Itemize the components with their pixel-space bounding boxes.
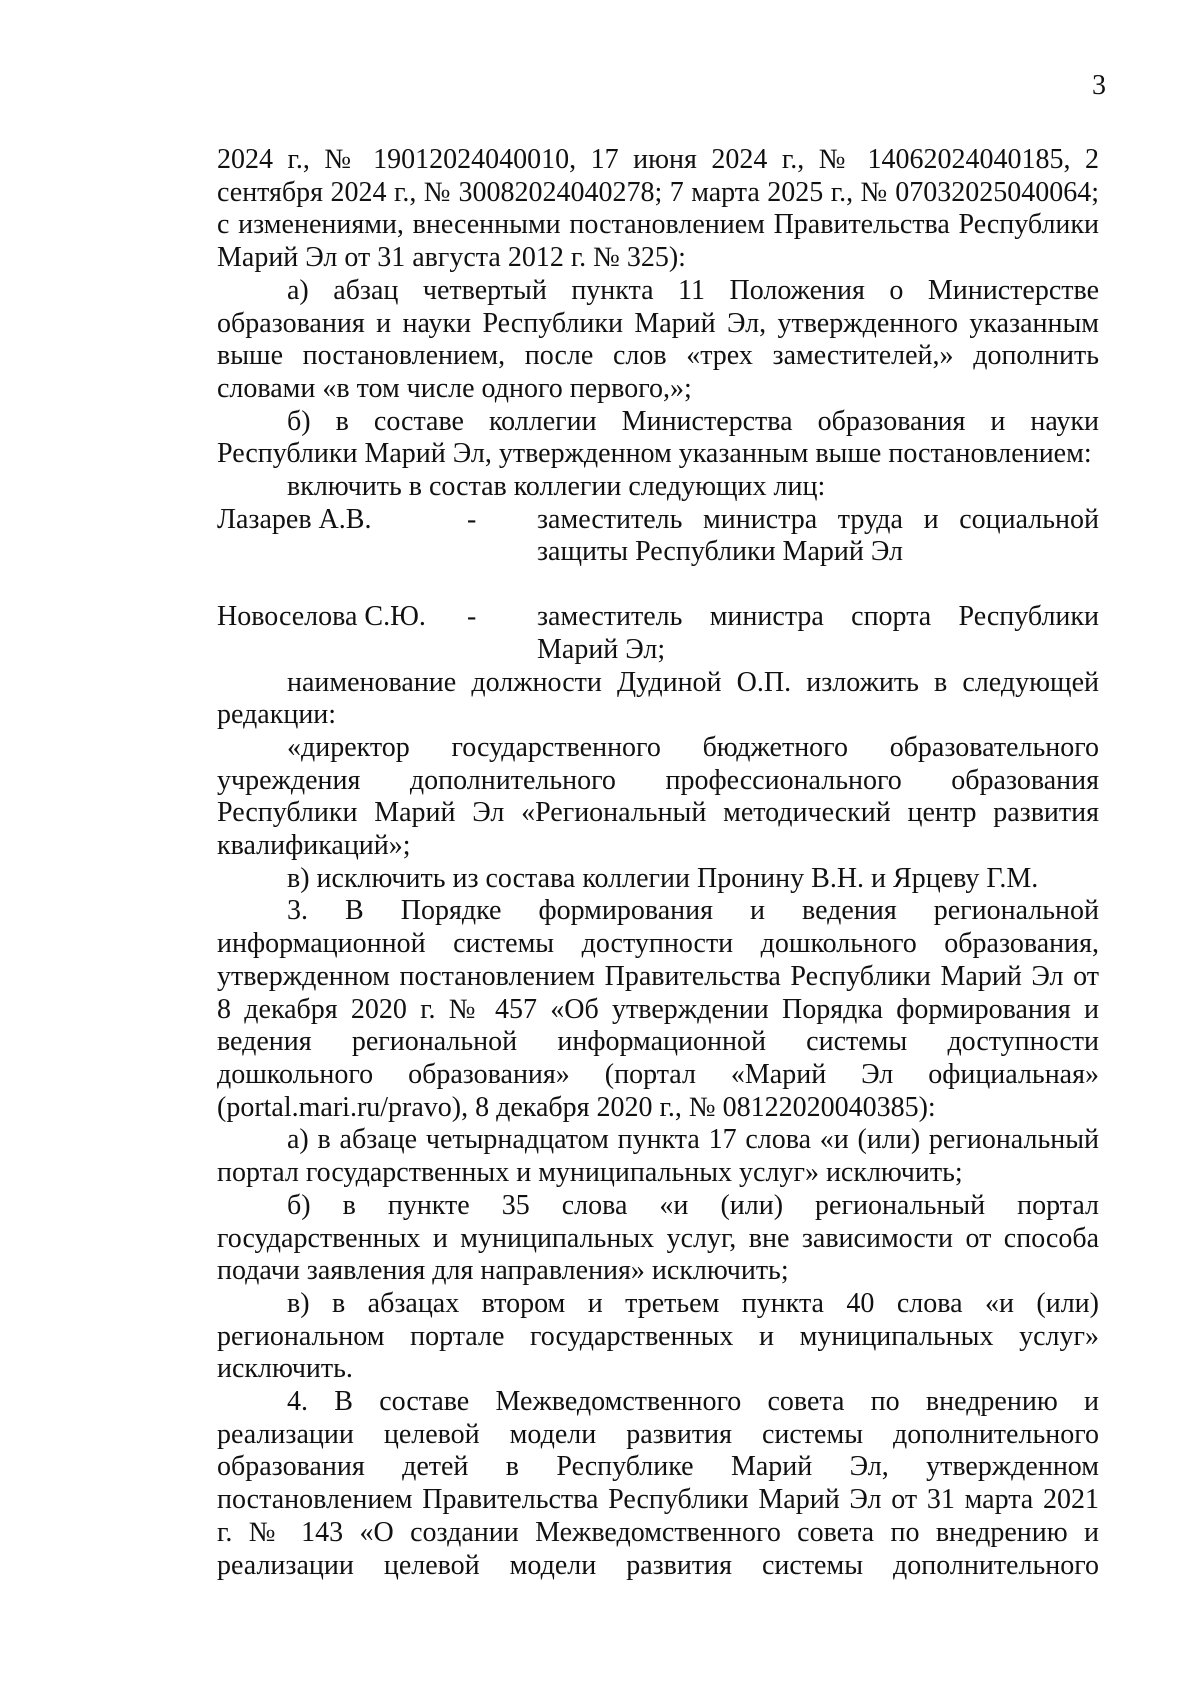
member-position: заместитель министра спорта Республики Марий Эл; <box>537 601 1099 665</box>
member-row <box>217 601 1099 666</box>
paragraph-section-3-v: в) в абзацах втором и третьем пункта 40 слова «и (или) региональном портале государственных и муниципальных услуг» исключить. <box>217 1287 1099 1385</box>
member-dash: - <box>467 503 477 535</box>
paragraph-include-members: включить в состав коллегии следующих лиц: <box>287 471 826 503</box>
paragraph-position-title: «директор государственного бюджетного образовательного учреждения дополнительного профессионального образования Республики Марий Эл «Региональный методический центр развития квалификаций»; <box>217 731 1099 862</box>
page-number: 3 <box>1092 70 1106 101</box>
member-row <box>217 504 1099 569</box>
spacer <box>217 569 1099 601</box>
paragraph-item-b: б) в составе коллегии Министерства образования и науки Республики Марий Эл, утвержденном указанным выше постановлением: <box>217 405 1099 470</box>
paragraph-section-3-b: б) в пункте 35 слова «и (или) региональный портал государственных и муниципальных услуг, вне зависимости от способа подачи заявления для направления» исключить; <box>217 1189 1099 1287</box>
paragraph-section-4: 4. В составе Межведомственного совета по внедрению и реализации целевой модели развития системы дополнительного образования детей в Республике Марий Эл, утвержденном постановлением Правительства Республики Марий Эл от 31 марта 2021 г. № 143 «О создании Межведомственного совета по внедрению и реализации целевой модели развития системы дополнительного <box>217 1386 1099 1581</box>
document-body <box>217 144 1099 1582</box>
paragraph-section-3-a: а) в абзаце четырнадцатом пункта 17 слова «и (или) региональный портал государственных и муниципальных услуг» исключить; <box>217 1124 1099 1189</box>
paragraph-item-a: а) абзац четвертый пункта 11 Положения о Министерстве образования и науки Республики Марий Эл, утвержденного указанным выше постановлением, после слов «трех заместителей,» дополнить словами «в том числе одного первого,»; <box>217 274 1099 404</box>
member-position: заместитель министра труда и социальной защиты Республики Марий Эл <box>537 503 1099 568</box>
paragraph-rename-position: наименование должности Дудиной О.П. изложить в следующей редакции: <box>217 666 1099 731</box>
member-dash: - <box>467 601 477 633</box>
member-name: Новоселова С.Ю. <box>217 601 426 633</box>
paragraph-section-3: 3. В Порядке формирования и ведения региональной информационной системы доступности дошкольного образования, утвержденном постановлением Правительства Республики Марий Эл от 8 декабря 2020 г. № 457 «Об утверждении Порядка формирования и ведения региональной информационной системы доступности дошкольного образования» (портал «Марий Эл официальная» (portal.mari.ru/pravo), 8 декабря 2020 г., № 08122020040385): <box>217 895 1099 1123</box>
paragraph-continuation: 2024 г., № 19012024040010, 17 июня 2024 г., № 14062024040185, 2 сентября 2024 г., № 30082024040278; 7 марта 2025 г., № 07032025040064; с изменениями, внесенными постановлением Правительства Республики Марий Эл от 31 августа 2012 г. № 325): <box>217 144 1099 274</box>
member-name: Лазарев А.В. <box>217 503 372 535</box>
paragraph-item-v: в) исключить из состава коллегии Пронину В.Н. и Ярцеву Г.М. <box>287 862 1039 894</box>
